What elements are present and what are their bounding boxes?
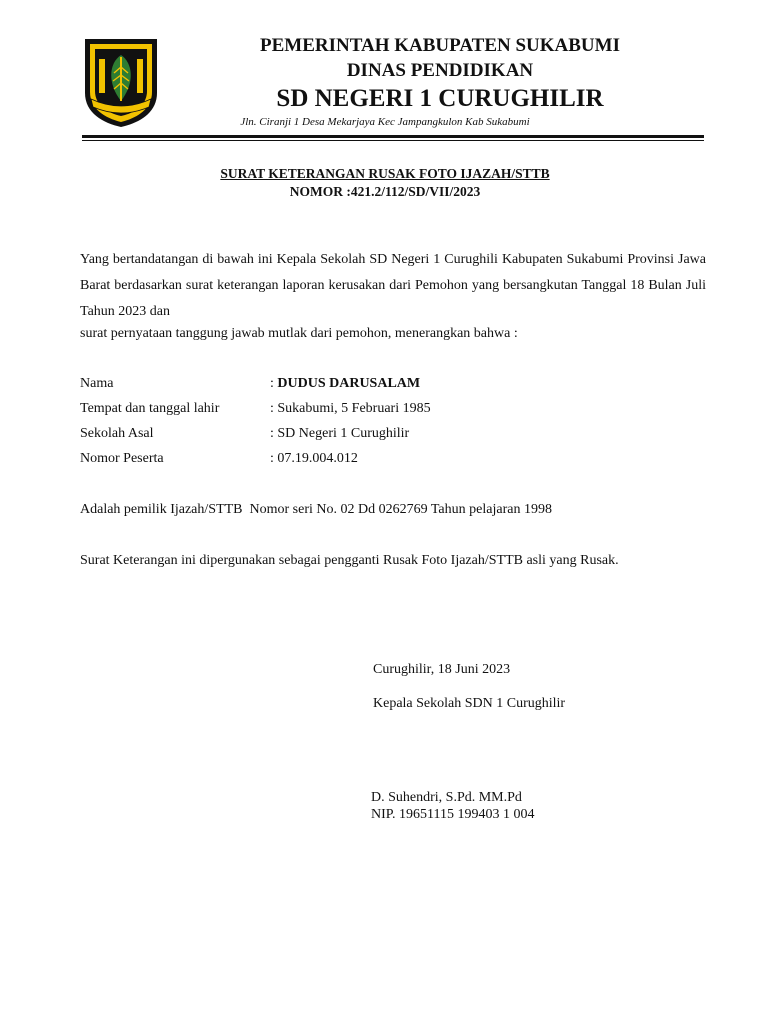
signature-place-date: Curughilir, 18 Juni 2023 [373,662,511,677]
sukabumi-regency-logo [83,37,159,129]
field-label: Sekolah Asal [80,426,154,441]
purpose-statement: Surat Keterangan ini dipergunakan sebagai pengganti Rusak Foto Ijazah/STTB asli yang Rusak. [80,553,619,568]
field-label: Nomor Peserta [80,451,164,466]
field-value: : 07.19.004.012 [270,451,358,466]
header-agency: DINAS PENDIDIKAN [346,60,534,81]
field-label: Tempat dan tanggal lahir [80,401,220,416]
intro-continuation: surat pernyataan tanggung jawab mutlak dari pemohon, menerangkan bahwa : [80,326,518,341]
header-divider-thick [82,135,704,138]
document-number: NOMOR :421.2/112/SD/VII/2023 [289,184,481,199]
intro-paragraph: Yang bertandatangan di bawah ini Kepala Sekolah SD Negeri 1 Curughili Kabupaten Sukabumi Provinsi Jawa Barat berdasarkan surat keterangan laporan kerusakan dari Pemohon yang bersangkutan Tanggal 18 Bulan Juli Tahun 2023 dan [80,252,706,319]
header-address: Jln. Ciranji 1 Desa Mekarjaya Kec Jampangkulon Kab Sukabumi [240,116,530,128]
header-school: SD NEGERI 1 CURUGHILIR [276,85,604,112]
field-label: Nama [80,376,114,391]
field-value: : Sukabumi, 5 Februari 1985 [270,401,431,416]
field-value: : SD Negeri 1 Curughilir [270,426,410,441]
field-value: : DUDUS DARUSALAM [270,376,421,391]
header-government: PEMERINTAH KABUPATEN SUKABUMI [260,35,620,56]
document-title: SURAT KETERANGAN RUSAK FOTO IJAZAH/STTB [220,166,550,181]
header-divider-thin [82,140,704,141]
owner-statement: Adalah pemilik Ijazah/STTB Nomor seri No. 02 Dd 0262769 Tahun pelajaran 1998 [80,502,552,517]
signature-position: Kepala Sekolah SDN 1 Curughilir [373,696,566,711]
signature-nip: NIP. 19651115 199403 1 004 [371,807,535,822]
signature-name: D. Suhendri, S.Pd. MM.Pd [371,790,522,805]
